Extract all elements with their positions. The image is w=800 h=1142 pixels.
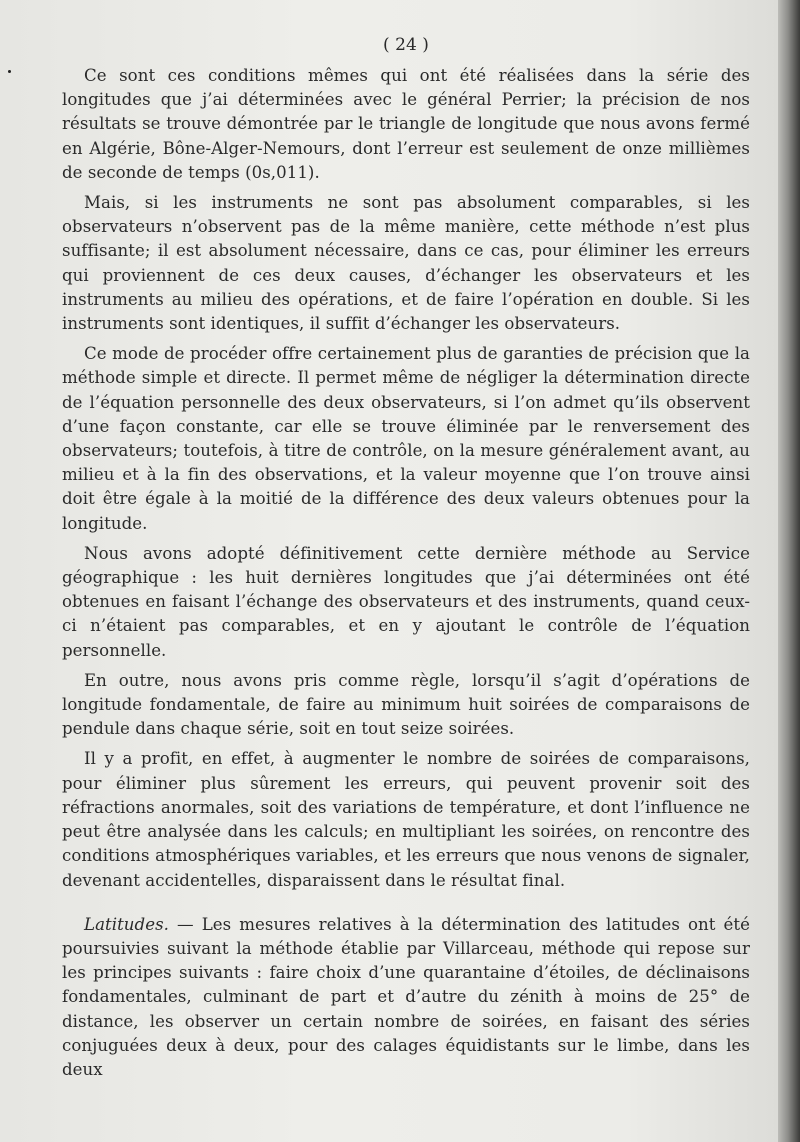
- page-number: ( 24 ): [382, 35, 429, 55]
- latitudes-body: — Les mesures relatives à la détermination des latitudes ont été poursuivies suivant la méthode établie par Villarceau, méthode qui repose sur les principes suivants : faire choix d’une quarantaine d’étoiles, de déclinaisons fondamentales, culminant de part et d’autre du zénith à moins de 25° de distance, les observer un certain nombre de soirées, en faisant des séries conjuguées deux à deux, pour des calages équidistants sur le limbe, dans les deux: [62, 914, 750, 1079]
- paragraph-1: Ce sont ces conditions mêmes qui ont été réalisées dans la série des longitudes que j’ai déterminées avec le général Perrier; la précision de nos résultats se trouve démontrée par le triangle de longitude que nous avons fermé en Algérie, Bône-Alger-Nemours, dont l’erreur est seulement de onze millièmes de seconde de temps (0s,011).: [62, 66, 750, 182]
- paragraph-4: Nous avons adopté définitivement cette dernière méthode au Service géographique : les huit dernières longitudes que j’ai déterminées ont été obtenues en faisant l’échange des observateurs et des instruments, quand ceux-ci n’étaient pas comparables, et en y ajoutant le contrôle de l’équation personnelle.: [62, 543, 750, 660]
- paragraph-2: Mais, si les instruments ne sont pas absolument comparables, si les observateurs n’observent pas de la même manière, cette méthode n’est plus suffisante; il est absolument nécessaire, dans ce cas, pour éliminer les erreurs qui proviennent de ces deux causes, d’échanger les observateurs et les instruments au milieu des opérations, et de faire l’opération en double. Si les instruments sont identiques, il suffit d’échanger les observateurs.: [62, 193, 750, 334]
- paragraph-3: Ce mode de procéder offre certainement plus de garanties de précision que la méthode simple et directe. Il permet même de négliger la détermination directe de l’équation personnelle des deux observateurs, si l’on admet qu’ils observent d’une façon constante, car elle se trouve éliminée par le renversement des observateurs; toutefois, à titre de contrôle, on la mesure généralement avant, au milieu et à la fin des observations, et la valeur moyenne que l’on trouve ainsi doit être égale à la moitié de la différence des deux valeurs obtenues pour la longitude.: [62, 344, 750, 533]
- page-edge-shadow: [778, 0, 800, 1142]
- section-title-latitudes: Latitudes.: [84, 914, 169, 934]
- scan-speck: [8, 70, 11, 73]
- paragraph-6: Il y a profit, en effet, à augmenter le nombre de soirées de comparaisons, pour éliminer plus sûrement les erreurs, qui peuvent provenir soit des réfractions anormales, soit des variations de température, et dont l’influence ne peut être analysée dans les calculs; en multipliant les soirées, on rencontre des conditions atmosphériques variables, et les erreurs que nous venons de signaler, devenant accidentelles, disparaissent dans le résultat final.: [62, 749, 750, 890]
- page-text: [62, 26, 750, 1088]
- paragraph-latitudes: [62, 913, 750, 1082]
- paragraph-5: En outre, nous avons pris comme règle, lorsqu’il s’agit d’opérations de longitude fondamentale, de faire au minimum huit soirées de comparaisons de pendule dans chaque série, soit en tout seize soirées.: [62, 670, 750, 739]
